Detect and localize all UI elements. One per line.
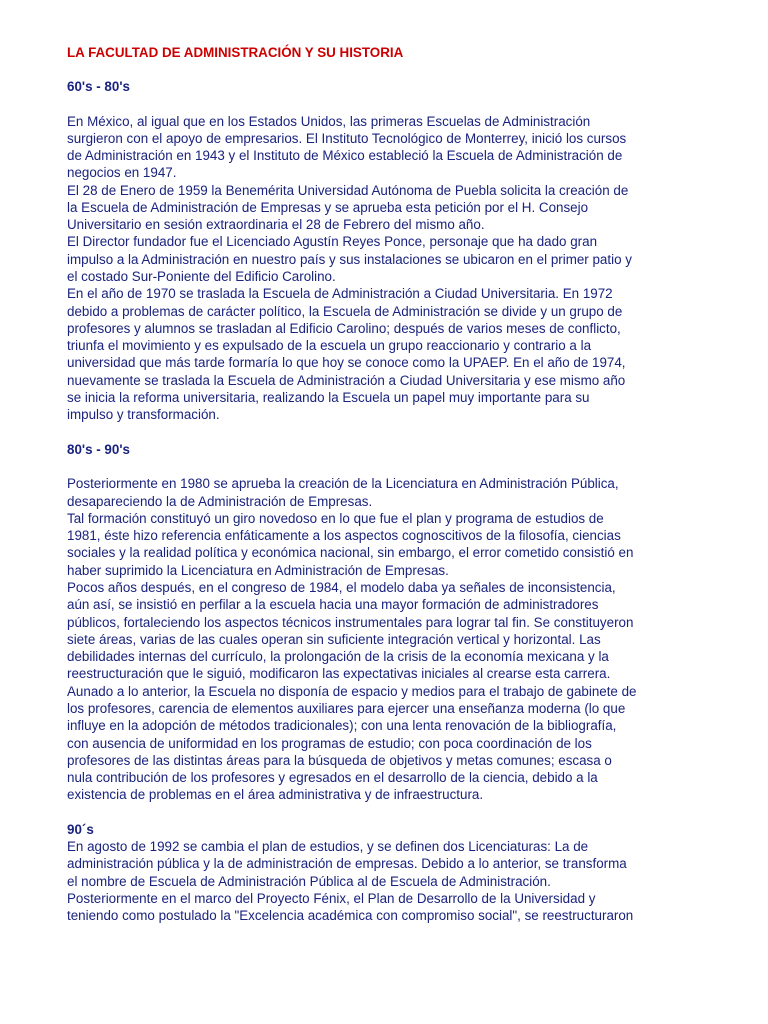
section-heading: 60's - 80's (67, 79, 130, 94)
paragraph (67, 890, 747, 925)
text-line: siete áreas, varias de las cuales operan sin suficiente integración vertical y horizontal. Las (67, 631, 601, 647)
text-line: nula contribución de los profesores y egresados en el desarrollo de la ciencia, debido a la (67, 770, 598, 786)
paragraph (67, 113, 747, 182)
text-line: Posteriormente en el marco del Proyecto Fénix, el Plan de Desarrollo de la Universidad y (67, 891, 596, 907)
text-line: reestructuración que le siguió, modificaron las expectativas iniciales al crearse esta carrera. (67, 666, 611, 682)
text-line: En el año de 1970 se traslada la Escuela de Administración a Ciudad Universitaria. En 1972 (67, 286, 613, 302)
text-line: la Escuela de Administración de Empresas y se aprueba esta petición por el H. Consejo (67, 199, 589, 215)
text-line: Aunado a lo anterior, la Escuela no disponía de espacio y medios para el trabajo de gabinete de (67, 683, 637, 699)
spacer (67, 458, 747, 475)
text-line: impulso a la Administración en nuestro país y sus instalaciones se ubicaron en el primer patio y (67, 251, 632, 267)
text-line: sociales y la realidad política y económica nacional, sin embargo, el error cometido consistió en (67, 545, 634, 561)
text-line: debido a problemas de carácter político, la Escuela de Administración se divide y un grupo de (67, 303, 623, 319)
paragraph (67, 579, 747, 683)
paragraph (67, 233, 747, 285)
paragraph (67, 182, 747, 234)
text-line: El Director fundador fue el Licenciado Agustín Reyes Ponce, personaje que ha dado gran (67, 234, 598, 250)
text-line: influye en la adopción de métodos tradicionales); con una lenta renovación de la bibliografía, (67, 718, 617, 734)
text-line: existencia de problemas en el área administrativa y de infraestructura. (67, 787, 484, 803)
paragraph (67, 838, 747, 890)
text-line: haber suprimido la Licenciatura en Administración de Empresas. (67, 562, 449, 578)
text-line: nuevamente se traslada la Escuela de Administración a Ciudad Universitaria y ese mismo año (67, 372, 626, 388)
text-line: triunfa el movimiento y es expulsado de la escuela un grupo reaccionario y contrario a la (67, 338, 592, 354)
text-line: 1981, éste hizo referencia enfáticamente a los aspectos cognoscitivos de la filosofía, ciencias (67, 528, 621, 544)
text-line: surgieron con el apoyo de empresarios. El Instituto Tecnológico de Monterrey, inició los cursos (67, 130, 627, 146)
text-line: con ausencia de uniformidad en los programas de estudio; con poca coordinación de los (67, 735, 592, 751)
text-line: negocios en 1947. (67, 165, 177, 181)
text-line: Pocos años después, en el congreso de 1984, el modelo daba ya señales de inconsistencia, (67, 580, 616, 596)
text-line: el costado Sur-Poniente del Edificio Carolino. (67, 269, 336, 285)
text-line: desapareciendo la de Administración de Empresas. (67, 493, 373, 509)
spacer (67, 804, 747, 821)
text-line: profesores y alumnos se trasladan al Edificio Carolino; después de varios meses de conflicto, (67, 320, 621, 336)
text-line: Tal formación constituyó un giro novedoso en lo que fue el plan y programa de estudios de (67, 510, 604, 526)
text-line: El 28 de Enero de 1959 la Benemérita Universidad Autónoma de Puebla solicita la creación de (67, 182, 629, 198)
text-line: públicos, fortaleciendo los aspectos técnicos instrumentales para lograr tal fin. Se constituyeron (67, 614, 634, 630)
section-80s-90s (67, 441, 747, 804)
text-line: debilidades internas del currículo, la prolongación de la crisis de la economía mexicana y la (67, 649, 609, 665)
text-line: se inicia la reforma universitaria, realizando la Escuela un papel muy importante para su (67, 390, 590, 405)
text-line: aún así, se insistió en perfilar a la escuela hacia una mayor formación de administradores (67, 597, 599, 613)
text-line: En México, al igual que en los Estados Unidos, las primeras Escuelas de Administración (67, 113, 591, 129)
text-line: universidad que más tarde formaría lo que hoy se conoce como la UPAEP. En el año de 1974, (67, 355, 626, 371)
spacer (67, 424, 747, 441)
document-page (67, 44, 747, 925)
section-60s-80s (67, 78, 747, 424)
text-line: Universitario en sesión extraordinaria el 28 de Febrero del mismo año. (67, 217, 485, 233)
text-line: los profesores, carencia de elementos auxiliares para ejercer una enseñanza moderna (lo que (67, 701, 626, 717)
text-line: profesores de las distintas áreas para la búsqueda de objetivos y metas comunes; escasa o (67, 752, 612, 768)
section-heading: 80's - 90's (67, 441, 130, 457)
text-line: teniendo como postulado la "Excelencia académica con compromiso social", se reestructuraron (67, 908, 634, 924)
text-line: En agosto de 1992 se cambia el plan de estudios, y se definen dos Licenciaturas: La de (67, 839, 589, 855)
paragraph (67, 475, 747, 510)
section-heading: 90´s (67, 822, 94, 837)
paragraph (67, 510, 747, 579)
text-line: el nombre de Escuela de Administración Pública al de Escuela de Administración. (67, 873, 551, 889)
text-line: impulso y transformación. (67, 407, 220, 423)
spacer (67, 61, 747, 78)
spacer (67, 95, 747, 112)
paragraph (67, 285, 747, 423)
document-title: LA FACULTAD DE ADMINISTRACIÓN Y SU HISTORIA (67, 45, 404, 60)
text-line: administración pública y la de administración de empresas. Debido a lo anterior, se transforma (67, 856, 627, 872)
section-90s (67, 821, 747, 925)
text-line: de Administración en 1943 y el Instituto de México estableció la Escuela de Administración de (67, 148, 623, 164)
paragraph (67, 683, 747, 804)
text-line: Posteriormente en 1980 se aprueba la creación de la Licenciatura en Administración Pública, (67, 476, 619, 492)
